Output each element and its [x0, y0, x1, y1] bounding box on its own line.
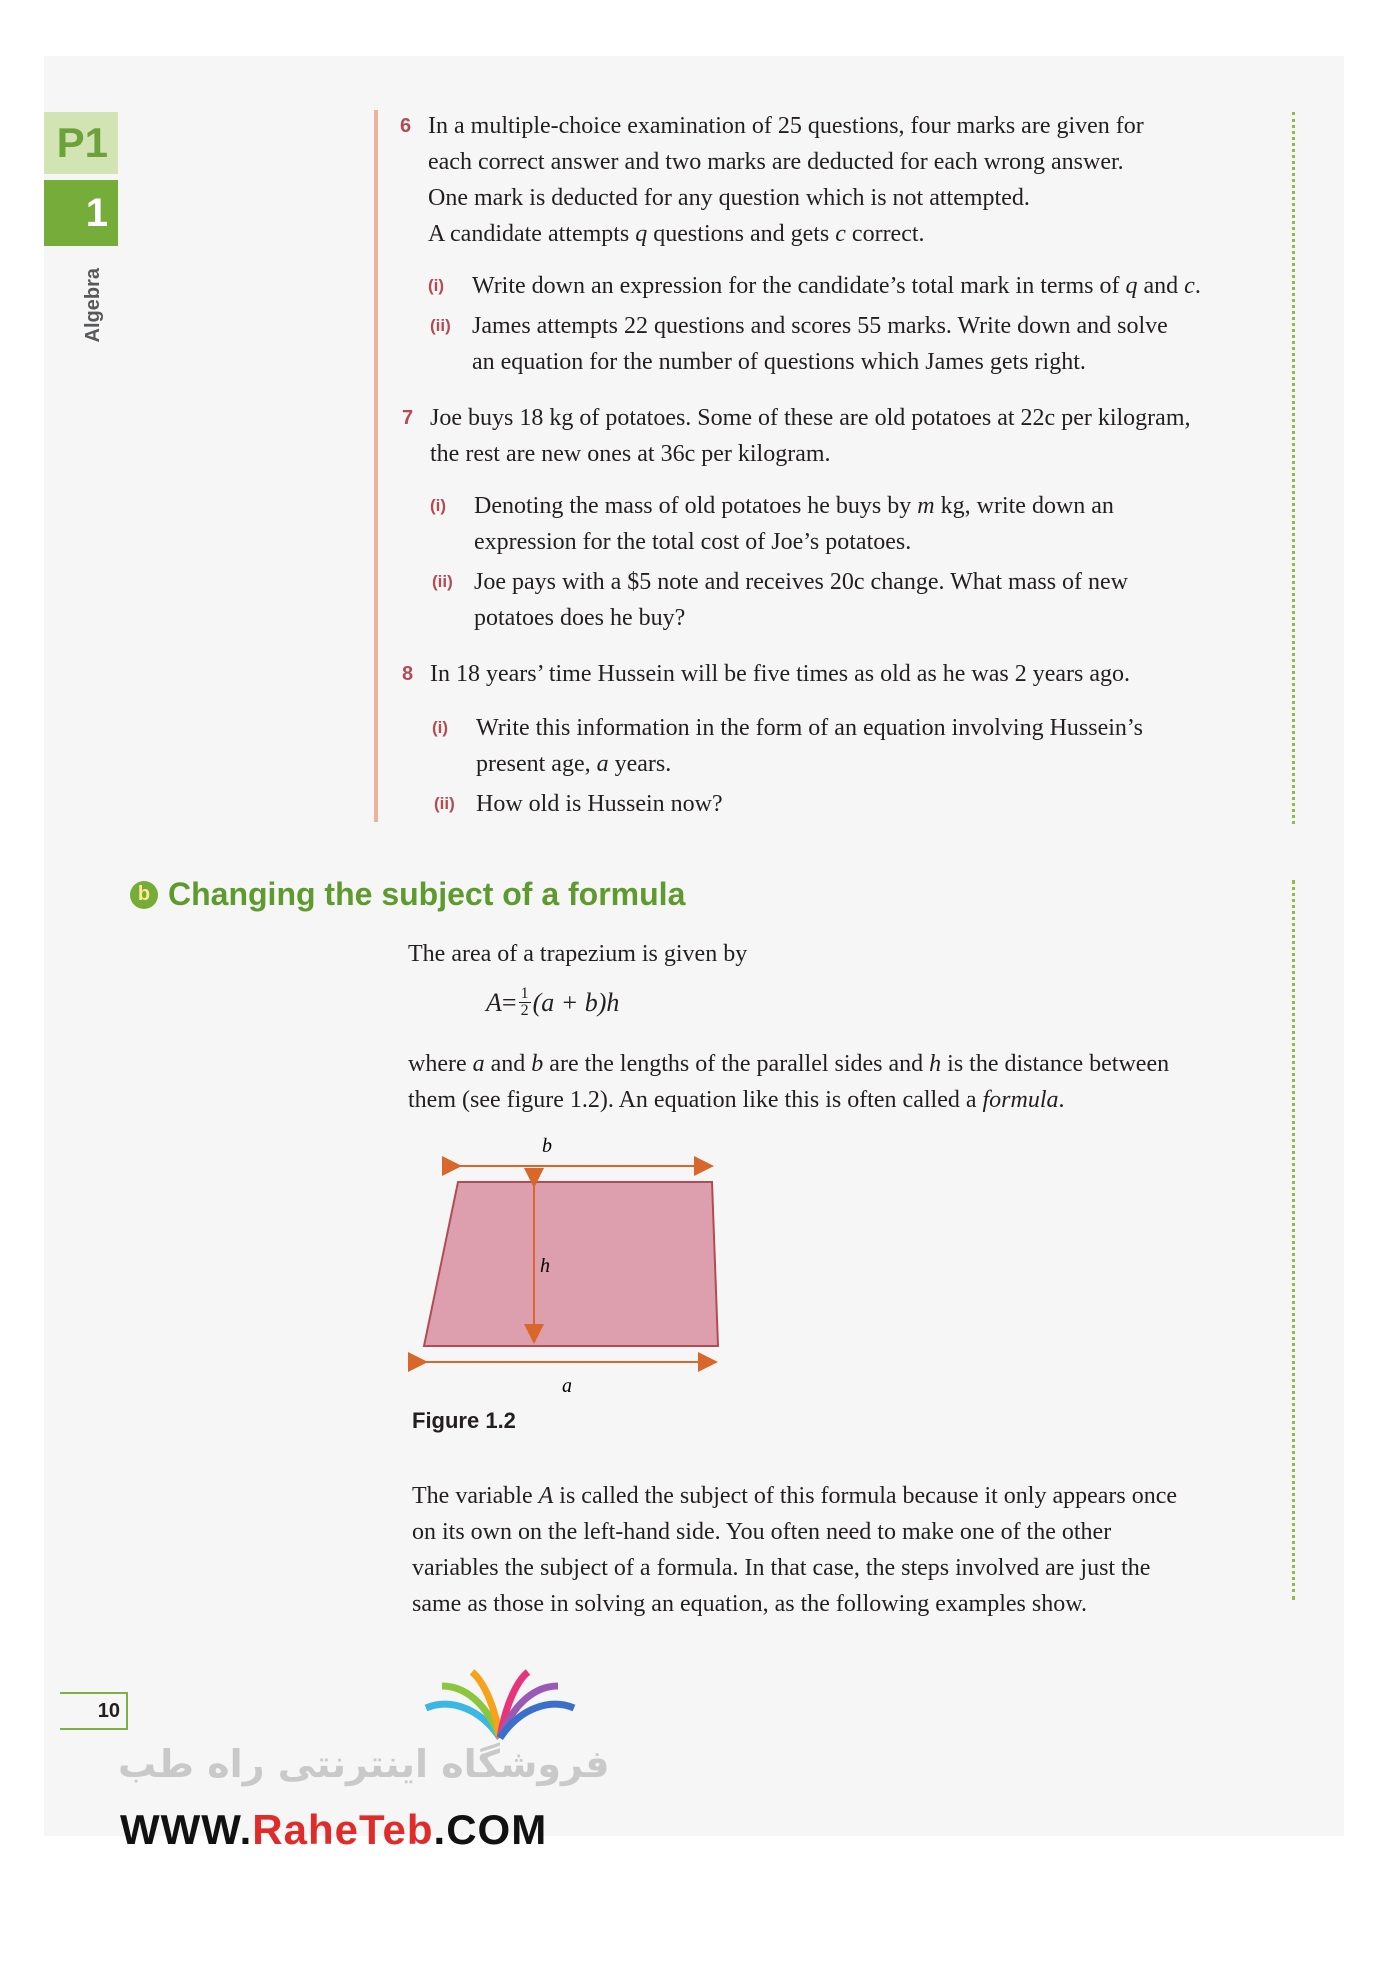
question-line: In 18 years’ time Hussein will be five times as old as he was 2 years ago.: [430, 661, 1131, 687]
question-7: [402, 400, 1290, 472]
part-label: (i): [428, 276, 445, 295]
question-8-part-i: (i) Write this information in the form of an equation involving Hussein’s present age, a years.: [476, 710, 1296, 782]
question-line: Joe buys 18 kg of potatoes. Some of these are old potatoes at 22c per kilogram,: [430, 405, 1191, 431]
part-label: (ii): [434, 794, 455, 813]
question-7-part-ii: (ii) Joe pays with a $5 note and receives 20c change. What mass of new potatoes does he buy?: [474, 564, 1294, 636]
question-line: In a multiple-choice examination of 25 questions, four marks are given for: [428, 113, 1144, 139]
question-8-part-ii: (ii) How old is Hussein now?: [476, 786, 1296, 822]
intro-text: The area of a trapezium is given by: [408, 941, 748, 967]
question-6-part-i: (i) Write down an expression for the candidate’s total mark in terms of q and c.: [472, 268, 1312, 304]
question-8: [402, 656, 1290, 692]
section-title: Changing the subject of a formula: [168, 876, 686, 912]
question-line: each correct answer and two marks are deducted for each wrong answer.: [428, 149, 1124, 175]
trapezium-shape: [424, 1182, 718, 1346]
part-label: (ii): [430, 316, 451, 335]
watermark-persian: فروشگاه اینترنتی راه طب: [118, 1742, 610, 1786]
trapezium-figure: [400, 1128, 740, 1398]
part-label: (i): [430, 496, 447, 515]
question-6: [400, 108, 1288, 252]
watermark-url: WWW.RaheTeb.COM: [120, 1806, 548, 1853]
label-b: b: [542, 1135, 552, 1157]
question-line: A candidate attempts q questions and gets c correct.: [428, 221, 925, 247]
margin-rule: [374, 110, 378, 822]
page-number: 10: [60, 1692, 128, 1730]
label-a: a: [562, 1375, 572, 1397]
part-label: (ii): [432, 572, 453, 591]
question-line: the rest are new ones at 36c per kilogram.: [430, 441, 831, 467]
question-7-part-i: (i) Denoting the mass of old potatoes he buys by m kg, write down an expression for the total cost of Joe’s potatoes.: [474, 488, 1294, 560]
side-label: Algebra: [82, 268, 104, 343]
section-tab: P1: [44, 112, 118, 174]
part-label: (i): [432, 718, 449, 737]
question-number: 8: [402, 663, 414, 685]
section-heading: [130, 876, 685, 913]
question-number: 7: [402, 407, 414, 429]
closing-text: The variable A is called the subject of this formula because it only appears once on its own on the left-hand side. You often need to make one of the other variables the subject of a formula. In that case, the steps involved are just the same as those in solving an equation, as the following examples show.: [412, 1483, 1178, 1617]
section-badge: b: [130, 881, 158, 909]
chapter-tab: 1: [44, 180, 118, 246]
question-6-part-ii: (ii) James attempts 22 questions and scores 55 marks. Write down and solve an equation for the number of questions which James gets right.: [472, 308, 1292, 380]
explanation-text: where a and b are the lengths of the parallel sides and h is the distance between them (see figure 1.2). An equation like this is often called a formula.: [408, 1051, 1170, 1113]
label-h: h: [540, 1255, 550, 1277]
book-logo-icon: [420, 1668, 580, 1748]
dotted-margin-bottom: [1292, 880, 1295, 1600]
question-number: 6: [400, 115, 412, 137]
figure-caption: Figure 1.2: [412, 1408, 516, 1433]
fraction: $\frac{1}{2}$: [520, 985, 529, 1019]
question-line: One mark is deducted for any question which is not attempted.: [428, 185, 1030, 211]
trapezium-formula: A = $\frac{1}{2}$ (a + b)h: [486, 985, 620, 1019]
